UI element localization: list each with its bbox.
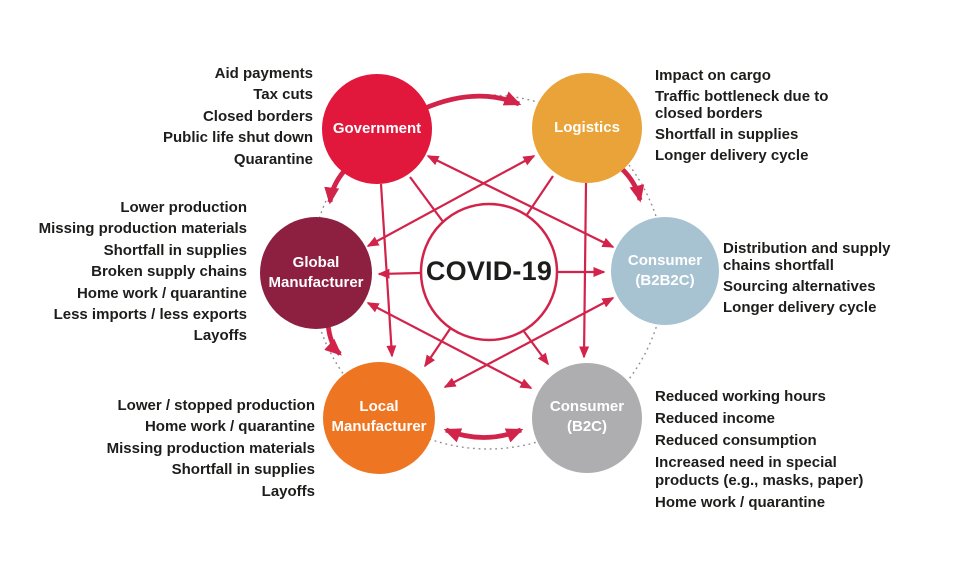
arrow-global-manufacturer-to-local-manufacturer (328, 324, 340, 354)
impact-item: Impact on cargo (655, 67, 771, 84)
arrow-covid-to-global-manufacturer (379, 273, 420, 274)
label-line: Consumer (549, 398, 625, 415)
impact-item: Reduced consumption (655, 432, 817, 449)
label-line: Global (292, 254, 340, 271)
label-line: Logistics (554, 119, 620, 136)
label-line: Local (359, 398, 399, 415)
arrow-local-manufacturer-consumer-b2c-bidirectional (446, 430, 521, 438)
impact-item: Longer delivery cycle (723, 299, 877, 316)
impact-item: Home work / quarantine (76, 284, 247, 302)
impact-item: Tax cuts (253, 86, 313, 104)
label-line: (B2C) (567, 418, 607, 435)
impact-item: Layoffs (261, 482, 315, 500)
impact-item: Missing production materials (106, 439, 315, 457)
impact-item: Increased need in special products (e.g., masks, paper) (655, 454, 864, 489)
consumer-b2c-impact-list (655, 388, 870, 516)
arrow-government-to-logistics (423, 96, 519, 109)
consumer-b2b2c-impact-list (723, 240, 913, 320)
impact-item: Layoffs (193, 327, 247, 345)
arrow-logistics-to-consumer-b2b2c (621, 168, 640, 200)
impact-item: Distribution and supply chains shortfall (723, 240, 891, 274)
label-line: Manufacturer (331, 418, 427, 435)
impact-item: Public life shut down (163, 129, 313, 147)
impact-item: Missing production materials (38, 220, 247, 238)
impact-item: Closed borders (202, 107, 313, 125)
impact-item: Lower production (120, 199, 247, 216)
arrow-government-to-global-manufacturer (330, 170, 345, 202)
node-consumer-b2b2c (611, 217, 719, 325)
impact-item: Shortfall in supplies (103, 241, 247, 259)
logistics-impact-list (655, 67, 845, 168)
global-manufacturer-impact-list (0, 197, 247, 347)
node-logistics (532, 73, 642, 183)
impact-item: Traffic bottleneck due to closed borders (655, 88, 829, 122)
node-global-manufacturer (260, 217, 372, 329)
label-line: Consumer (627, 252, 703, 269)
impact-item: Shortfall in supplies (655, 126, 799, 143)
label-line: Manufacturer (268, 274, 364, 291)
local-manufacturer-impact-list (55, 395, 315, 502)
node-government (322, 74, 432, 184)
impact-item: Lower / stopped production (117, 397, 315, 414)
covid-center-circle (421, 204, 557, 340)
label-line: (B2B2C) (635, 272, 695, 289)
node-local-manufacturer (323, 362, 435, 474)
node-consumer-b2c (532, 363, 642, 473)
impact-item: Less imports / less exports (53, 306, 247, 324)
impact-item: Shortfall in supplies (171, 461, 315, 479)
impact-item: Home work / quarantine (144, 418, 315, 436)
impact-item: Reduced working hours (655, 388, 826, 405)
impact-item: Reduced income (655, 410, 776, 427)
arrow-government-to-local-manufacturer (381, 184, 392, 356)
label-line: Government (332, 120, 422, 137)
impact-item: Sourcing alternatives (723, 278, 876, 295)
impact-item: Quarantine (233, 150, 313, 168)
impact-item: Longer delivery cycle (655, 147, 809, 164)
arrow-logistics-to-consumer-b2c (584, 183, 586, 357)
impact-item: Broken supply chains (91, 263, 247, 281)
impact-item: Aid payments (214, 65, 313, 82)
impact-item: Home work / quarantine (655, 494, 826, 511)
government-impact-list (53, 63, 313, 170)
covid-center-label: COVID-19 (425, 256, 553, 286)
